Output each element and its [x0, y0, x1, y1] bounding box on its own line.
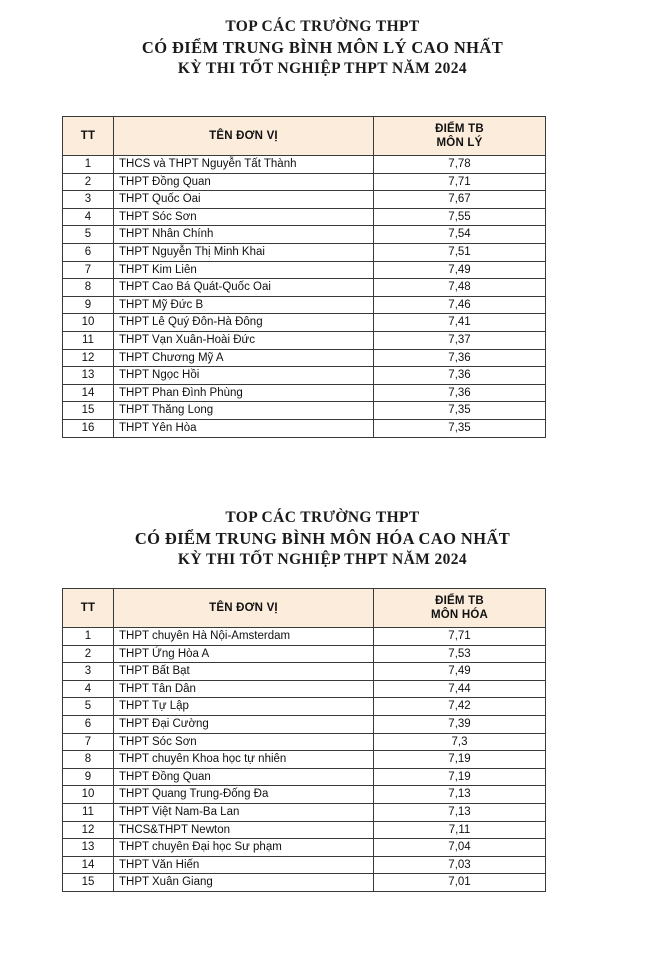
cell-average-score: 7,71 — [374, 173, 546, 191]
cell-school-name: THPT Nhân Chính — [114, 226, 374, 244]
table-header-ly — [63, 117, 546, 156]
cell-average-score: 7,49 — [374, 261, 546, 279]
cell-school-name: THPT Quốc Oai — [114, 191, 374, 209]
cell-rank: 6 — [63, 243, 114, 261]
cell-rank: 8 — [63, 279, 114, 297]
cell-rank: 11 — [63, 803, 114, 821]
table-row — [63, 628, 546, 646]
column-header-score-line2: MÔN HÓA — [431, 609, 488, 621]
cell-rank: 9 — [63, 296, 114, 314]
cell-average-score: 7,13 — [374, 786, 546, 804]
table-row — [63, 663, 546, 681]
cell-rank: 10 — [63, 786, 114, 804]
cell-school-name: THPT Tân Dân — [114, 680, 374, 698]
cell-rank: 7 — [63, 261, 114, 279]
table-row — [63, 349, 546, 367]
cell-average-score: 7,37 — [374, 331, 546, 349]
cell-school-name: THPT Bất Bạt — [114, 663, 374, 681]
cell-average-score: 7,36 — [374, 384, 546, 402]
cell-average-score: 7,04 — [374, 839, 546, 857]
cell-average-score: 7,01 — [374, 874, 546, 892]
cell-rank: 12 — [63, 349, 114, 367]
cell-average-score: 7,13 — [374, 803, 546, 821]
cell-school-name: THPT Đồng Quan — [114, 768, 374, 786]
cell-average-score: 7,41 — [374, 314, 546, 332]
cell-school-name: THPT Thăng Long — [114, 402, 374, 420]
table-row — [63, 226, 546, 244]
cell-rank: 12 — [63, 821, 114, 839]
column-header-score-line2: MÔN LÝ — [436, 137, 483, 149]
cell-school-name: THPT Tự Lập — [114, 698, 374, 716]
cell-school-name: THPT chuyên Đại học Sư phạm — [114, 839, 374, 857]
cell-average-score: 7,46 — [374, 296, 546, 314]
cell-rank: 3 — [63, 191, 114, 209]
header-row — [63, 117, 546, 156]
table-row — [63, 367, 546, 385]
cell-average-score: 7,53 — [374, 645, 546, 663]
cell-average-score: 7,44 — [374, 680, 546, 698]
cell-rank: 2 — [63, 645, 114, 663]
table-row — [63, 768, 546, 786]
title-line-1: TOP CÁC TRƯỜNG THPT — [225, 18, 420, 35]
section-title-ly — [0, 17, 645, 79]
title-line-3: KỲ THI TỐT NGHIỆP THPT NĂM 2024 — [177, 60, 468, 77]
table-body-ly — [63, 156, 546, 438]
cell-average-score: 7,54 — [374, 226, 546, 244]
table-row — [63, 715, 546, 733]
table-row — [63, 279, 546, 297]
table-row — [63, 331, 546, 349]
cell-rank: 7 — [63, 733, 114, 751]
cell-rank: 6 — [63, 715, 114, 733]
cell-rank: 3 — [63, 663, 114, 681]
cell-school-name: THPT Đồng Quan — [114, 173, 374, 191]
cell-school-name: THPT Sóc Sơn — [114, 733, 374, 751]
cell-rank: 9 — [63, 768, 114, 786]
title-line-3: KỲ THI TỐT NGHIỆP THPT NĂM 2024 — [177, 551, 468, 568]
cell-average-score: 7,67 — [374, 191, 546, 209]
table-row — [63, 803, 546, 821]
cell-rank: 1 — [63, 628, 114, 646]
cell-average-score: 7,48 — [374, 279, 546, 297]
cell-school-name: THPT Sóc Sơn — [114, 208, 374, 226]
table-row — [63, 698, 546, 716]
table-row — [63, 419, 546, 437]
cell-rank: 15 — [63, 874, 114, 892]
cell-school-name: THPT Chương Mỹ A — [114, 349, 374, 367]
cell-school-name: THPT Yên Hòa — [114, 419, 374, 437]
cell-rank: 4 — [63, 680, 114, 698]
cell-average-score: 7,35 — [374, 419, 546, 437]
cell-rank: 2 — [63, 173, 114, 191]
table-row — [63, 733, 546, 751]
cell-school-name: THPT Ứng Hòa A — [114, 645, 374, 663]
title-line-2: CÓ ĐIỂM TRUNG BÌNH MÔN LÝ CAO NHẤT — [141, 38, 504, 57]
table-row — [63, 156, 546, 174]
column-header-tt: TT — [63, 117, 114, 156]
cell-rank: 10 — [63, 314, 114, 332]
table-row — [63, 786, 546, 804]
cell-school-name: THCS và THPT Nguyễn Tất Thành — [114, 156, 374, 174]
column-header-score-line1: ĐIỂM TB — [435, 123, 484, 135]
table-row — [63, 874, 546, 892]
table-row — [63, 173, 546, 191]
cell-rank: 4 — [63, 208, 114, 226]
cell-average-score: 7,36 — [374, 367, 546, 385]
cell-school-name: THPT Mỹ Đức B — [114, 296, 374, 314]
cell-average-score: 7,35 — [374, 402, 546, 420]
column-header-tt: TT — [63, 589, 114, 628]
cell-average-score: 7,03 — [374, 856, 546, 874]
cell-average-score: 7,71 — [374, 628, 546, 646]
title-line-2: CÓ ĐIỂM TRUNG BÌNH MÔN HÓA CAO NHẤT — [134, 529, 511, 548]
cell-rank: 15 — [63, 402, 114, 420]
cell-rank: 14 — [63, 384, 114, 402]
column-header-name: TÊN ĐƠN VỊ — [114, 117, 374, 156]
cell-rank: 1 — [63, 156, 114, 174]
table-row — [63, 645, 546, 663]
cell-average-score: 7,42 — [374, 698, 546, 716]
cell-average-score: 7,51 — [374, 243, 546, 261]
table-row — [63, 839, 546, 857]
cell-school-name: THPT Vạn Xuân-Hoài Đức — [114, 331, 374, 349]
ranking-table-hoa — [62, 588, 546, 892]
column-header-name: TÊN ĐƠN VỊ — [114, 589, 374, 628]
cell-rank: 5 — [63, 226, 114, 244]
cell-rank: 13 — [63, 839, 114, 857]
cell-school-name: THPT Quang Trung-Đống Đa — [114, 786, 374, 804]
title-line-1: TOP CÁC TRƯỜNG THPT — [225, 509, 420, 526]
table-row — [63, 402, 546, 420]
cell-rank: 11 — [63, 331, 114, 349]
cell-school-name: THPT Văn Hiến — [114, 856, 374, 874]
cell-school-name: THPT Việt Nam-Ba Lan — [114, 803, 374, 821]
cell-school-name: THPT Kim Liên — [114, 261, 374, 279]
table-row — [63, 856, 546, 874]
cell-average-score: 7,39 — [374, 715, 546, 733]
cell-average-score: 7,19 — [374, 768, 546, 786]
cell-school-name: THCS&THPT Newton — [114, 821, 374, 839]
table-row — [63, 296, 546, 314]
column-header-score — [374, 589, 546, 628]
cell-school-name: THPT chuyên Khoa học tự nhiên — [114, 751, 374, 769]
cell-school-name: THPT Ngọc Hồi — [114, 367, 374, 385]
cell-school-name: THPT Đại Cường — [114, 715, 374, 733]
table-row — [63, 680, 546, 698]
table-body-hoa — [63, 628, 546, 892]
column-header-score — [374, 117, 546, 156]
cell-average-score: 7,19 — [374, 751, 546, 769]
cell-rank: 16 — [63, 419, 114, 437]
cell-average-score: 7,78 — [374, 156, 546, 174]
table-header-hoa — [63, 589, 546, 628]
cell-average-score: 7,55 — [374, 208, 546, 226]
column-header-score-line1: ĐIỂM TB — [435, 595, 484, 607]
cell-rank: 13 — [63, 367, 114, 385]
section-title-hoa — [0, 508, 645, 570]
cell-average-score: 7,11 — [374, 821, 546, 839]
cell-average-score: 7,36 — [374, 349, 546, 367]
cell-rank: 8 — [63, 751, 114, 769]
cell-school-name: THPT Phan Đình Phùng — [114, 384, 374, 402]
cell-school-name: THPT chuyên Hà Nội-Amsterdam — [114, 628, 374, 646]
table-row — [63, 751, 546, 769]
table-row — [63, 261, 546, 279]
table-row — [63, 208, 546, 226]
cell-rank: 14 — [63, 856, 114, 874]
cell-average-score: 7,49 — [374, 663, 546, 681]
table-row — [63, 384, 546, 402]
table-row — [63, 314, 546, 332]
cell-school-name: THPT Xuân Giang — [114, 874, 374, 892]
ranking-table-ly — [62, 116, 546, 438]
header-row — [63, 589, 546, 628]
cell-rank: 5 — [63, 698, 114, 716]
cell-school-name: THPT Cao Bá Quát-Quốc Oai — [114, 279, 374, 297]
table-row — [63, 191, 546, 209]
table-row — [63, 821, 546, 839]
table-row — [63, 243, 546, 261]
cell-school-name: THPT Nguyễn Thị Minh Khai — [114, 243, 374, 261]
cell-average-score: 7,3 — [374, 733, 546, 751]
cell-school-name: THPT Lê Quý Đôn-Hà Đông — [114, 314, 374, 332]
